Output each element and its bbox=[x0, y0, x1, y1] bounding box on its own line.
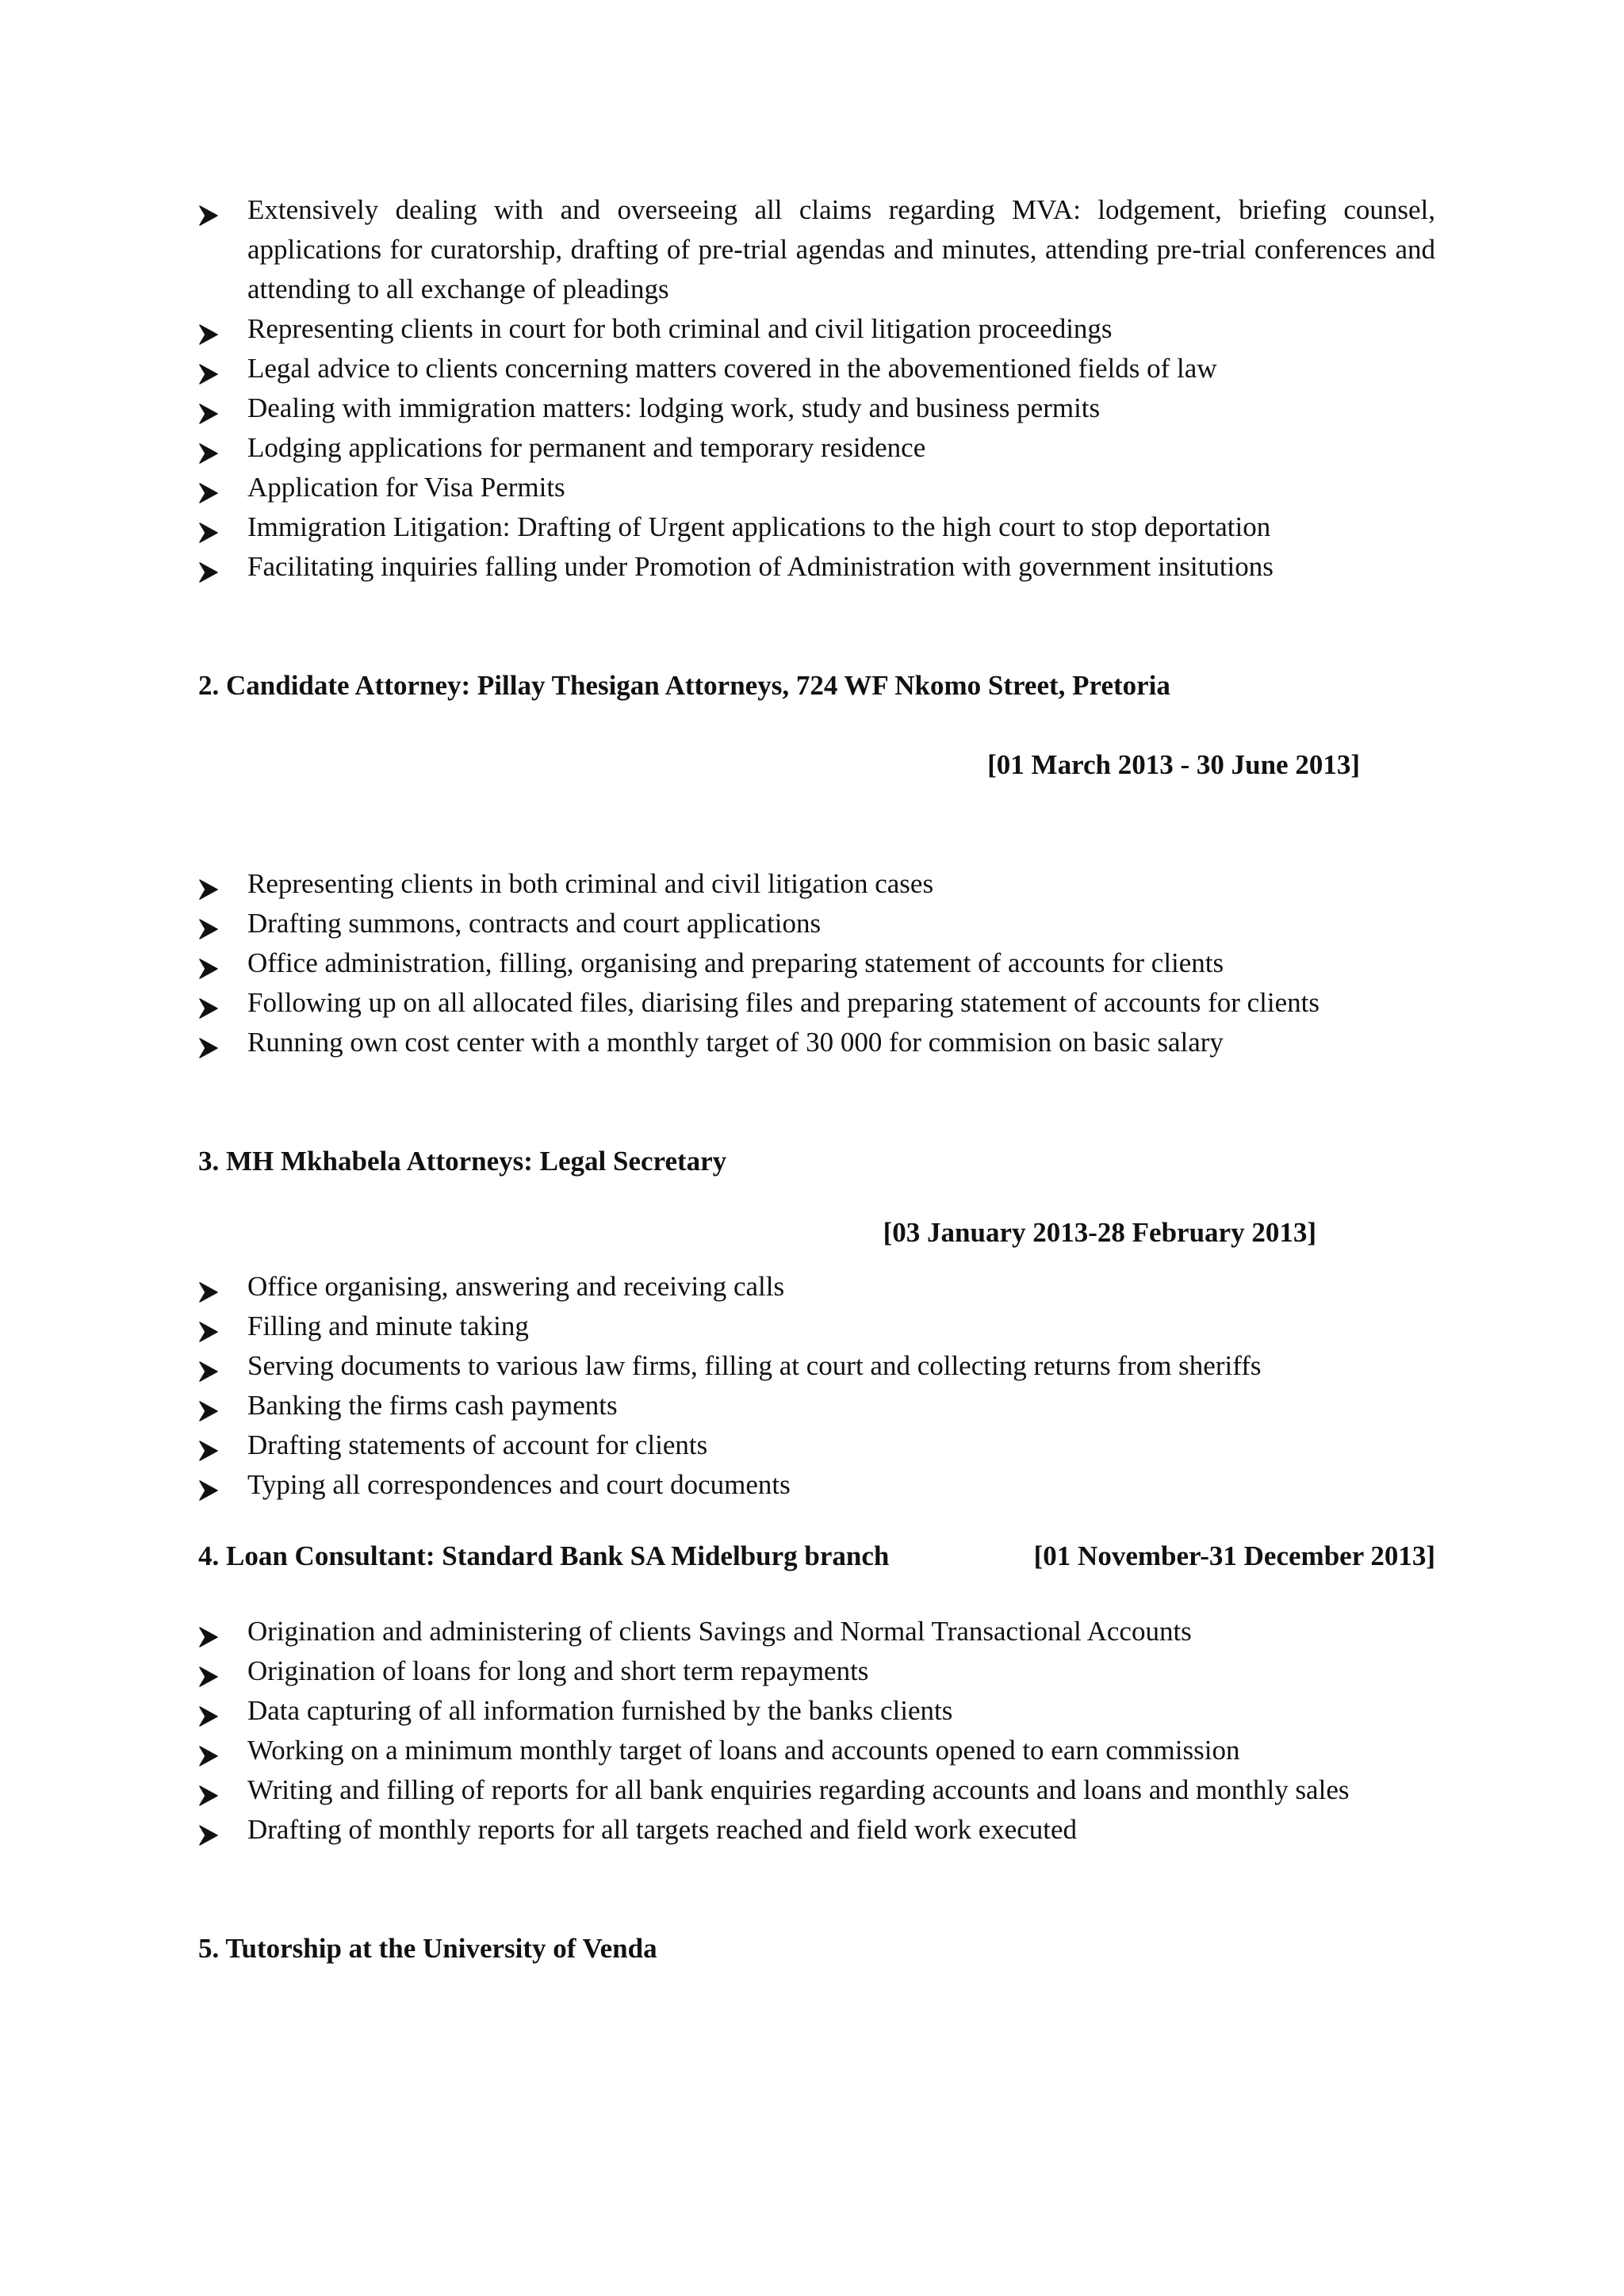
list-item-text: Lodging applications for permanent and temporary residence bbox=[247, 432, 926, 463]
list-item-text: Drafting of monthly reports for all targets reached and field work executed bbox=[247, 1814, 1078, 1845]
arrow-bullet-icon bbox=[198, 1778, 219, 1800]
list-item-text: Writing and filling of reports for all bank enquiries regarding accounts and loans and monthly sales bbox=[247, 1774, 1350, 1805]
section5-heading: 5. Tutorship at the University of Venda bbox=[198, 1933, 657, 1964]
arrow-bullet-icon bbox=[198, 436, 219, 458]
list-item bbox=[198, 864, 1435, 904]
list-item-text: Data capturing of all information furnished by the banks clients bbox=[247, 1695, 953, 1726]
list-item-text: Dealing with immigration matters: lodging work, study and business permits bbox=[247, 392, 1101, 423]
arrow-bullet-icon bbox=[198, 198, 219, 220]
arrow-bullet-icon bbox=[198, 1394, 219, 1416]
section4-list bbox=[198, 1612, 1435, 1850]
section1-list bbox=[198, 190, 1435, 587]
list-item-text: Following up on all allocated files, diarising files and preparing statement of accounts for clients bbox=[247, 987, 1320, 1018]
list-item bbox=[198, 349, 1435, 388]
section2-heading: 2. Candidate Attorney: Pillay Thesigan Attorneys, 724 WF Nkomo Street, Pretoria bbox=[198, 670, 1170, 701]
arrow-bullet-icon bbox=[198, 1699, 219, 1721]
list-item-text: Representing clients in court for both criminal and civil litigation proceedings bbox=[247, 313, 1113, 344]
list-item bbox=[198, 428, 1435, 468]
list-item bbox=[198, 1731, 1435, 1770]
list-item-text: Filling and minute taking bbox=[247, 1311, 529, 1341]
document-page bbox=[198, 190, 1435, 1969]
list-item-text: Representing clients in both criminal and civil litigation cases bbox=[247, 868, 934, 899]
list-item bbox=[198, 1651, 1435, 1691]
list-item-text: Origination of loans for long and short term repayments bbox=[247, 1655, 869, 1686]
list-item-text: Serving documents to various law firms, filling at court and collecting returns from sheriffs bbox=[247, 1350, 1262, 1381]
arrow-bullet-icon bbox=[198, 991, 219, 1013]
arrow-bullet-icon bbox=[198, 555, 219, 577]
list-item bbox=[198, 1810, 1435, 1850]
list-item bbox=[198, 388, 1435, 428]
section2-list bbox=[198, 864, 1435, 1062]
list-item-text: Banking the firms cash payments bbox=[247, 1390, 618, 1421]
list-item bbox=[198, 1307, 1435, 1346]
list-item bbox=[198, 190, 1435, 309]
arrow-bullet-icon bbox=[198, 912, 219, 934]
list-item bbox=[198, 1346, 1435, 1386]
arrow-bullet-icon bbox=[198, 357, 219, 379]
section3-heading: 3. MH Mkhabela Attorneys: Legal Secretary bbox=[198, 1146, 727, 1177]
arrow-bullet-icon bbox=[198, 515, 219, 538]
list-item bbox=[198, 1465, 1435, 1505]
list-item-text: Legal advice to clients concerning matters covered in the abovementioned fields of law bbox=[247, 353, 1217, 384]
list-item bbox=[198, 309, 1435, 349]
arrow-bullet-icon bbox=[198, 1659, 219, 1682]
list-item-text: Office organising, answering and receiving calls bbox=[247, 1271, 785, 1302]
arrow-bullet-icon bbox=[198, 1314, 219, 1337]
list-item bbox=[198, 943, 1435, 983]
arrow-bullet-icon bbox=[198, 951, 219, 974]
section4-dates: [01 November-31 December 2013] bbox=[1033, 1540, 1435, 1571]
arrow-bullet-icon bbox=[198, 476, 219, 498]
arrow-bullet-icon bbox=[198, 1739, 219, 1761]
list-item bbox=[198, 904, 1435, 943]
arrow-bullet-icon bbox=[198, 317, 219, 339]
list-item-text: Working on a minimum monthly target of loans and accounts opened to earn commission bbox=[247, 1735, 1240, 1766]
section3-list bbox=[198, 1267, 1435, 1505]
section4-heading-row bbox=[198, 1536, 1435, 1576]
list-item bbox=[198, 1386, 1435, 1425]
list-item bbox=[198, 983, 1435, 1023]
section4-heading: 4. Loan Consultant: Standard Bank SA Midelburg branch bbox=[198, 1540, 890, 1571]
list-item-text: Typing all correspondences and court documents bbox=[247, 1469, 791, 1500]
list-item bbox=[198, 1425, 1435, 1465]
arrow-bullet-icon bbox=[198, 872, 219, 894]
list-item-text: Facilitating inquiries falling under Promotion of Administration with government insitutions bbox=[247, 551, 1274, 582]
section2-dates: [01 March 2013 - 30 June 2013] bbox=[987, 749, 1360, 780]
list-item bbox=[198, 1612, 1435, 1651]
list-item-text: Application for Visa Permits bbox=[247, 472, 565, 503]
arrow-bullet-icon bbox=[198, 1818, 219, 1840]
arrow-bullet-icon bbox=[198, 1473, 219, 1495]
list-item-text: Extensively dealing with and overseeing all claims regarding MVA: lodgement, briefing counsel, applications for curatorship, drafting of pre-trial agendas and minutes, attending pre-trial conferences and attending to all exchange of pleadings bbox=[247, 194, 1435, 304]
arrow-bullet-icon bbox=[198, 1433, 219, 1456]
arrow-bullet-icon bbox=[198, 1620, 219, 1642]
list-item-text: Immigration Litigation: Drafting of Urgent applications to the high court to stop deportation bbox=[247, 511, 1271, 542]
list-item bbox=[198, 1267, 1435, 1307]
list-item bbox=[198, 1691, 1435, 1731]
list-item-text: Drafting statements of account for clients bbox=[247, 1429, 708, 1460]
list-item-text: Running own cost center with a monthly target of 30 000 for commision on basic salary bbox=[247, 1027, 1224, 1058]
list-item-text: Drafting summons, contracts and court applications bbox=[247, 908, 822, 939]
section3-dates: [03 January 2013-28 February 2013] bbox=[883, 1217, 1316, 1248]
list-item-text: Office administration, filling, organising and preparing statement of accounts for clients bbox=[247, 947, 1224, 978]
list-item bbox=[198, 507, 1435, 547]
list-item-text: Origination and administering of clients Savings and Normal Transactional Accounts bbox=[247, 1616, 1192, 1647]
list-item bbox=[198, 547, 1435, 587]
arrow-bullet-icon bbox=[198, 1031, 219, 1053]
arrow-bullet-icon bbox=[198, 1275, 219, 1297]
arrow-bullet-icon bbox=[198, 1354, 219, 1376]
list-item bbox=[198, 468, 1435, 507]
list-item bbox=[198, 1770, 1435, 1810]
arrow-bullet-icon bbox=[198, 396, 219, 419]
list-item bbox=[198, 1023, 1435, 1062]
